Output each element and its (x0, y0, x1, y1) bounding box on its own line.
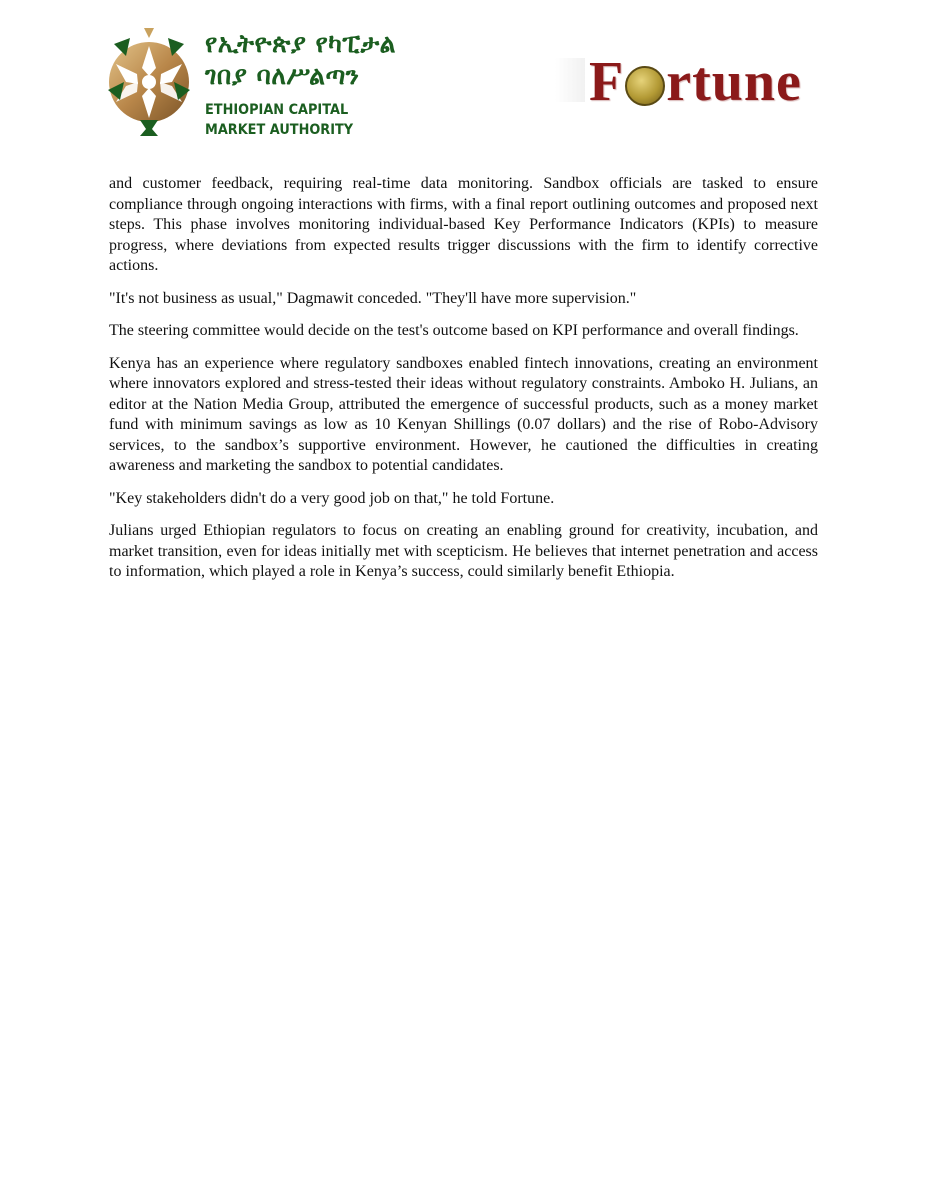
ecma-wordmark (205, 28, 405, 140)
ecma-amharic-name-line-1: የኢትዮጵያ የካፒታል (205, 29, 397, 58)
ecma-english-name-line-2: MARKET AUTHORITY (205, 122, 354, 138)
article-paragraph: The steering committee would decide on the test's outcome based on KPI performance and overall findings. (109, 322, 799, 339)
ecma-emblem-icon (104, 26, 194, 138)
article-paragraph: and customer feedback, requiring real-time data monitoring. Sandbox officials are tasked to ensure compliance through ongoing interactions with firms, with a final report outlining outcomes and proposed next steps. This phase involves monitoring individual-based Key Performance Indicators (KPIs) to measure progress, where deviations from expected results trigger discussions with the firm to identify corrective actions. (109, 175, 818, 274)
fortune-logo (555, 52, 827, 112)
article-paragraph: Julians urged Ethiopian regulators to focus on creating an enabling ground for creativity, incubation, and market transition, even for ideas initially met with scepticism. He believes that internet penetration and access to information, which played a role in Kenya’s success, could similarly benefit Ethiopia. (109, 522, 818, 580)
fortune-wordmark-rest: rtune (666, 51, 802, 113)
fortune-logo-shadow (555, 58, 585, 102)
article-paragraph: "Key stakeholders didn't do a very good job on that," he told Fortune. (109, 489, 555, 507)
ecma-amharic-name-line-2: ገበያ ባለሥልጣን (205, 61, 360, 90)
article-paragraph: "It's not business as usual," Dagmawit conceded. "They'll have more supervision." (109, 289, 637, 307)
article-paragraph: Kenya has an experience where regulatory sandboxes enabled fintech innovations, creating an environment where innovators explored and stress-tested their ideas without regulatory constraints. Amboko H. Julians, an editor at the Nation Media Group, attributed the emergence of successful products, such as a money market fund with minimum savings as low as 10 Kenyan Shillings (0.07 dollars) and the rise of Robo-Advisory services, to the sandbox’s supportive environment. However, he cautioned the difficulties in creating awareness and marketing the sandbox to potential candidates. (109, 354, 818, 474)
coin-icon (625, 66, 665, 106)
fortune-wordmark-f: F (589, 51, 625, 113)
article-body (109, 174, 818, 595)
page-header (0, 0, 927, 160)
fortune-wordmark (589, 52, 802, 112)
ecma-english-name-line-1: ETHIOPIAN CAPITAL (205, 102, 349, 118)
